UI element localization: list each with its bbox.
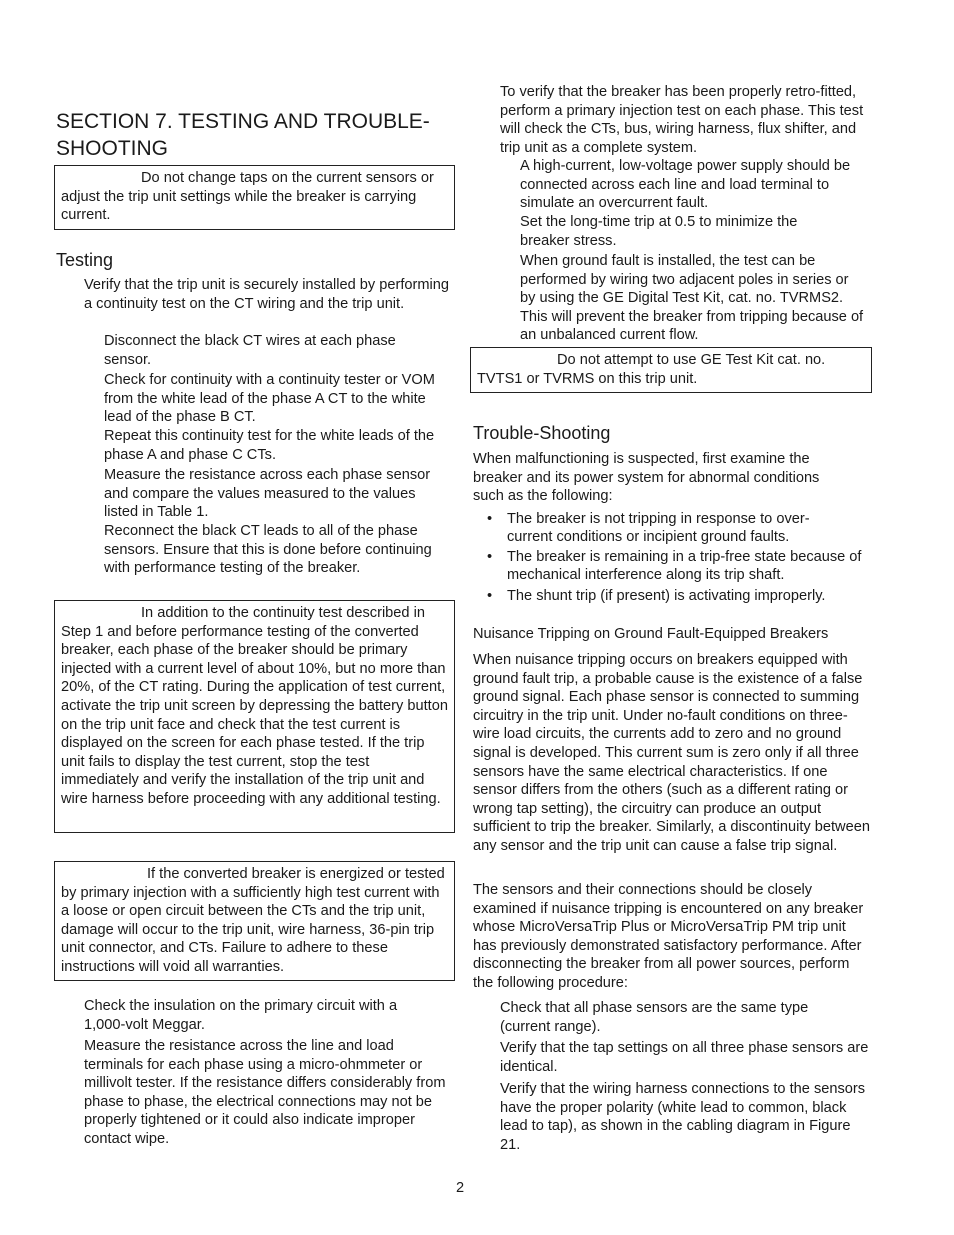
caution-box-taps [54,165,455,230]
procedure-step-c: Verify that the wiring harness connections to the sensors have the proper polarity (white lead to common, black lead to tap), as shown in the cabling diagram in Figure 21. [500,1081,866,1153]
step-4a: A high-current, low-voltage power supply should be connected across each line and load terminal to simulate an overcurrent fault. [520,158,851,212]
testing-heading: Testing [56,250,114,270]
nuisance-tripping-p2: The sensors and their connections should be closely examined if nuisance tripping is encountered on any breaker whose MicroVersaTrip Plus or MicroVersaTrip PM trip unit has previously demonstrated satisfactory performance. After disconnecting the breaker from all power sources, perform the following procedure: [473,882,864,991]
procedure-step-a: Check that all phase sensors are the same type (current range). [500,1000,809,1035]
list-item: • The shunt trip (if present) is activating improperly. [487,588,826,604]
caution-box-test-kit [470,347,872,393]
step-1e: Reconnect the black CT leads to all of the phase sensors. Ensure that this is done before continuing with performance testing of the breaker. [104,523,432,577]
step-4c: When ground fault is installed, the test can be performed by wiring two adjacent poles in series or by using the GE Digital Test Kit, cat. no. TVRMS2. This will prevent the breaker from tripping because of an unbalanced current flow. [520,253,864,344]
step-insulation: Check the insulation on the primary circuit with a 1,000-volt Meggar. [84,998,398,1033]
step-4b: Set the long-time trip at 0.5 to minimize the breaker stress. [520,214,798,249]
nuisance-tripping-p1: When nuisance tripping occurs on breakers equipped with ground fault trip, a probable cause is the existence of a false ground signal. Each phase sensor is connected to summing circuitry in the trip unit. Under no-fault conditions on three-wire load circuits, the currents add to zero and no ground signal is developed. This current sum is zero only if all three sensors have the same electrical characteristics. If one sensor differs from the others (such as a different rating or wrong tap setting), the circuitry can produce an output sufficient to trip the breaker. Similarly, a discontinuity between any sensor and the trip unit can cause a false trip signal. [473,652,870,854]
section-title-line2: SHOOTING [56,137,169,160]
page-number: 2 [456,1180,465,1196]
caution-text-energized: If the converted breaker is energized or tested by primary injection with a sufficiently high test current with a loose or open circuit between the CTs and the trip unit, damage will occur to the trip unit, wire harness, 36-pin trip unit connector, and CTs. Failure to adhere to these instructions will void all warranties. [61,866,445,975]
note-box-primary-injection [54,600,455,833]
step-continuity: Verify that the trip unit is securely installed by performing a continuity test on the CT wiring and the trip unit. [84,277,450,312]
procedure-step-b: Verify that the tap settings on all three phase sensors are identical. [500,1040,869,1075]
section-title-line1: SECTION 7. TESTING AND TROUBLE- [56,110,430,133]
list-item: • The breaker is remaining in a trip-free state because of mechanical interference along its trip shaft. [487,549,862,583]
caution-box-energized [54,861,455,981]
note-text-primary-injection: In addition to the continuity test described in Step 1 and before performance testing of the converted breaker, each phase of the breaker should be primary injected with a current level of about 10%, but no more than 20%, of the CT rating. During the application of test current, activate the trip unit screen by depressing the battery button on the trip unit face and check that the test current is displayed on the screen for each phase tested. If the trip unit fails to display the test current, stop the test immediately and verify the installation of the trip unit and wire harness before proceeding with any additional testing. [61,605,448,807]
list-item: • The breaker is not tripping in response to over-current conditions or incipient ground faults. [487,511,810,545]
step-1c: Repeat this continuity test for the white leads of the phase A and phase C CTs. [104,428,435,463]
step-1a: Disconnect the black CT wires at each phase sensor. [104,333,396,368]
nuisance-tripping-heading: Nuisance Tripping on Ground Fault-Equipped Breakers [473,626,829,642]
trouble-shooting-heading: Trouble-Shooting [473,423,611,443]
caution-text-taps: Do not change taps on the current sensors or adjust the trip unit settings while the breaker is carrying current. [61,170,434,224]
trouble-shooting-intro: When malfunctioning is suspected, first examine the breaker and its power system for abnormal conditions such as the following: [473,451,820,505]
step-1d: Measure the resistance across each phase sensor and compare the values measured to the values listed in Table 1. [104,467,431,521]
caution-text-test-kit: Do not attempt to use GE Test Kit cat. no. TVTS1 or TVRMS on this trip unit. [477,352,826,387]
step-verify-retrofit: To verify that the breaker has been properly retro-fitted, perform a primary injection test on each phase. This test will check the CTs, bus, wiring harness, flux shifter, and trip unit as a complete system. [500,84,864,156]
step-1b: Check for continuity with a continuity tester or VOM from the white lead of the phase A CT to the white lead of the phase B CT. [104,372,435,426]
step-resistance: Measure the resistance across the line and load terminals for each phase using a micro-ohmmeter or millivolt tester. If the resistance differs considerably from phase to phase, the electrical connections may not be properly tightened or it could also indicate improper contact wipe. [84,1038,446,1147]
